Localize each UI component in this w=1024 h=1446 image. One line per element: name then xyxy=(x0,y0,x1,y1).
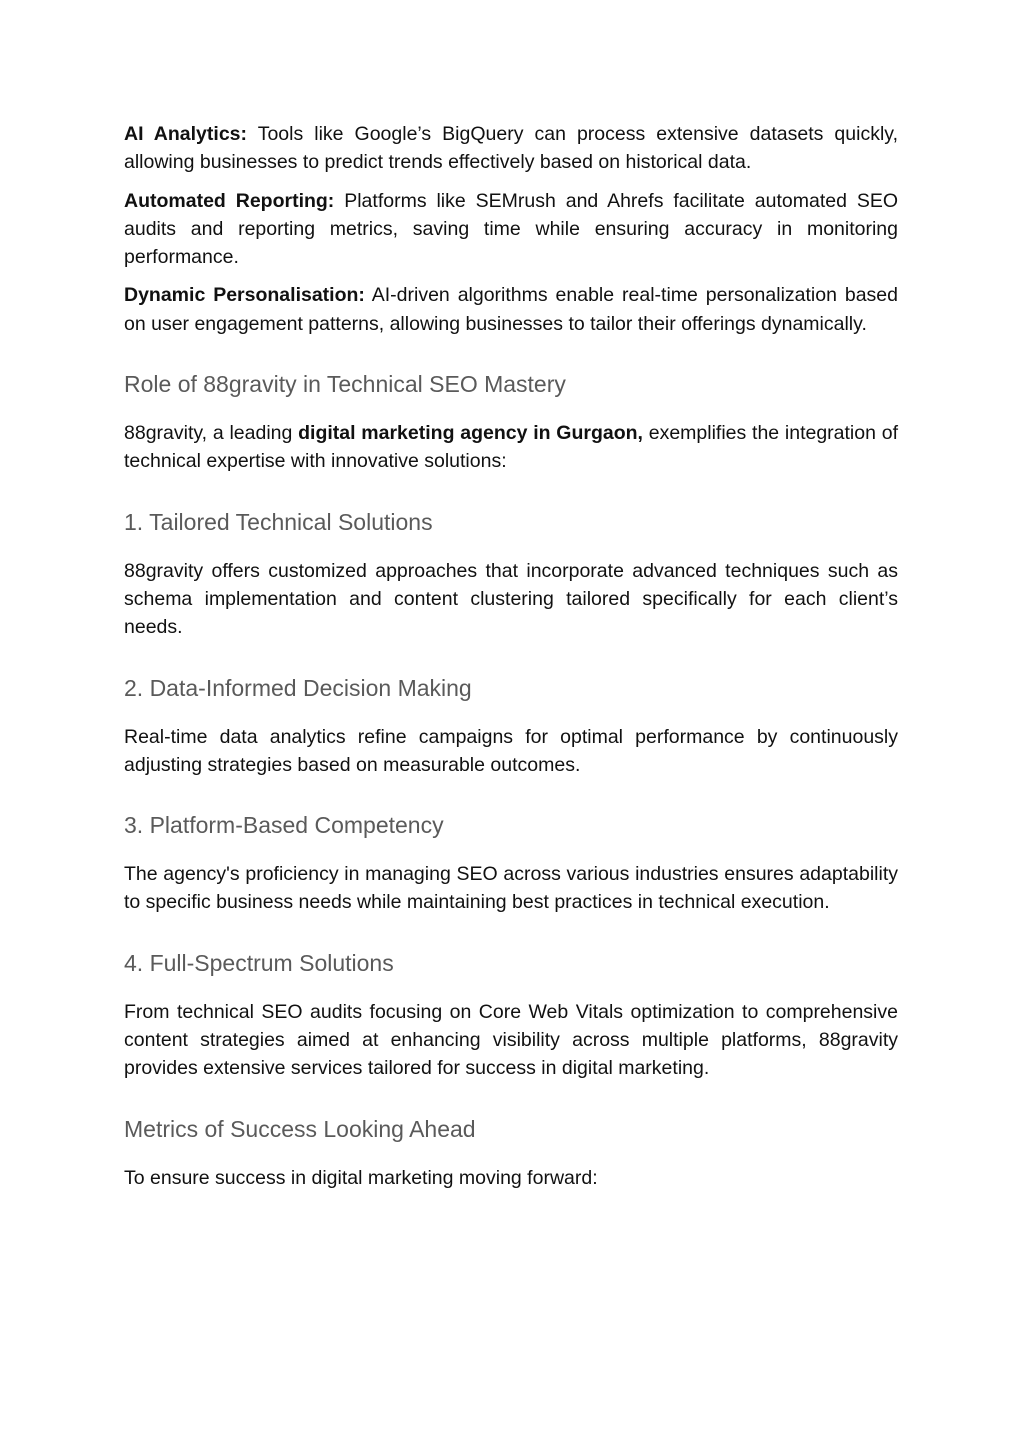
automated-reporting-label: Automated Reporting: xyxy=(124,189,335,212)
role-intro-bold: digital marketing agency in Gurgaon, xyxy=(298,422,643,445)
dynamic-personalisation-text: AI-driven algorithms enable real-time personalization based on user engagement patterns, allowing businesses to tailor their offerings dynamically. xyxy=(124,284,898,335)
metrics-section-text: To ensure success in digital marketing moving forward: xyxy=(124,1166,598,1189)
ai-analytics-text: Tools like Google’s BigQuery can process extensive datasets quickly, allowing businesses to predict trends effectively based on historical data. xyxy=(124,123,898,174)
subsection-3-text: The agency's proficiency in managing SEO across various industries ensures adaptability to specific business needs while maintaining best practices in technical execution. xyxy=(124,863,898,914)
subsection-3-heading: 3. Platform-Based Competency xyxy=(124,812,444,839)
automated-reporting-paragraph xyxy=(124,187,898,272)
subsection-1-text: 88gravity offers customized approaches that incorporate advanced techniques such as schema implementation and content clustering tailored specifically for each client’s needs. xyxy=(124,559,898,639)
automated-reporting-text: Platforms like SEMrush and Ahrefs facilitate automated SEO audits and reporting metrics, saving time while ensuring accuracy in monitoring performance. xyxy=(124,189,899,269)
subsection-2-heading: 2. Data-Informed Decision Making xyxy=(124,674,472,701)
subsection-1-heading: 1. Tailored Technical Solutions xyxy=(124,508,433,535)
subsection-2-text: Real-time data analytics refine campaigns for optimal performance by continuously adjusting strategies based on measurable outcomes. xyxy=(124,725,898,776)
dynamic-personalisation-paragraph xyxy=(124,281,898,338)
role-section-heading: Role of 88gravity in Technical SEO Mastery xyxy=(124,371,566,398)
subsection-4-heading: 4. Full-Spectrum Solutions xyxy=(124,949,394,976)
ai-analytics-paragraph xyxy=(124,120,898,177)
role-section-intro xyxy=(124,419,898,476)
role-intro-after: exemplifies the integration of technical expertise with innovative solutions: xyxy=(124,422,898,473)
role-intro-before: 88gravity, a leading xyxy=(124,422,299,445)
ai-analytics-label: AI Analytics: xyxy=(124,123,248,145)
document-page xyxy=(124,120,898,1192)
metrics-section-heading: Metrics of Success Looking Ahead xyxy=(124,1115,476,1142)
dynamic-personalisation-label: Dynamic Personalisation: xyxy=(124,284,365,307)
subsection-4-text: From technical SEO audits focusing on Core Web Vitals optimization to comprehensive content strategies aimed at enhancing visibility across multiple platforms, 88gravity provides extensive services tailored for success in digital marketing. xyxy=(124,1000,898,1080)
